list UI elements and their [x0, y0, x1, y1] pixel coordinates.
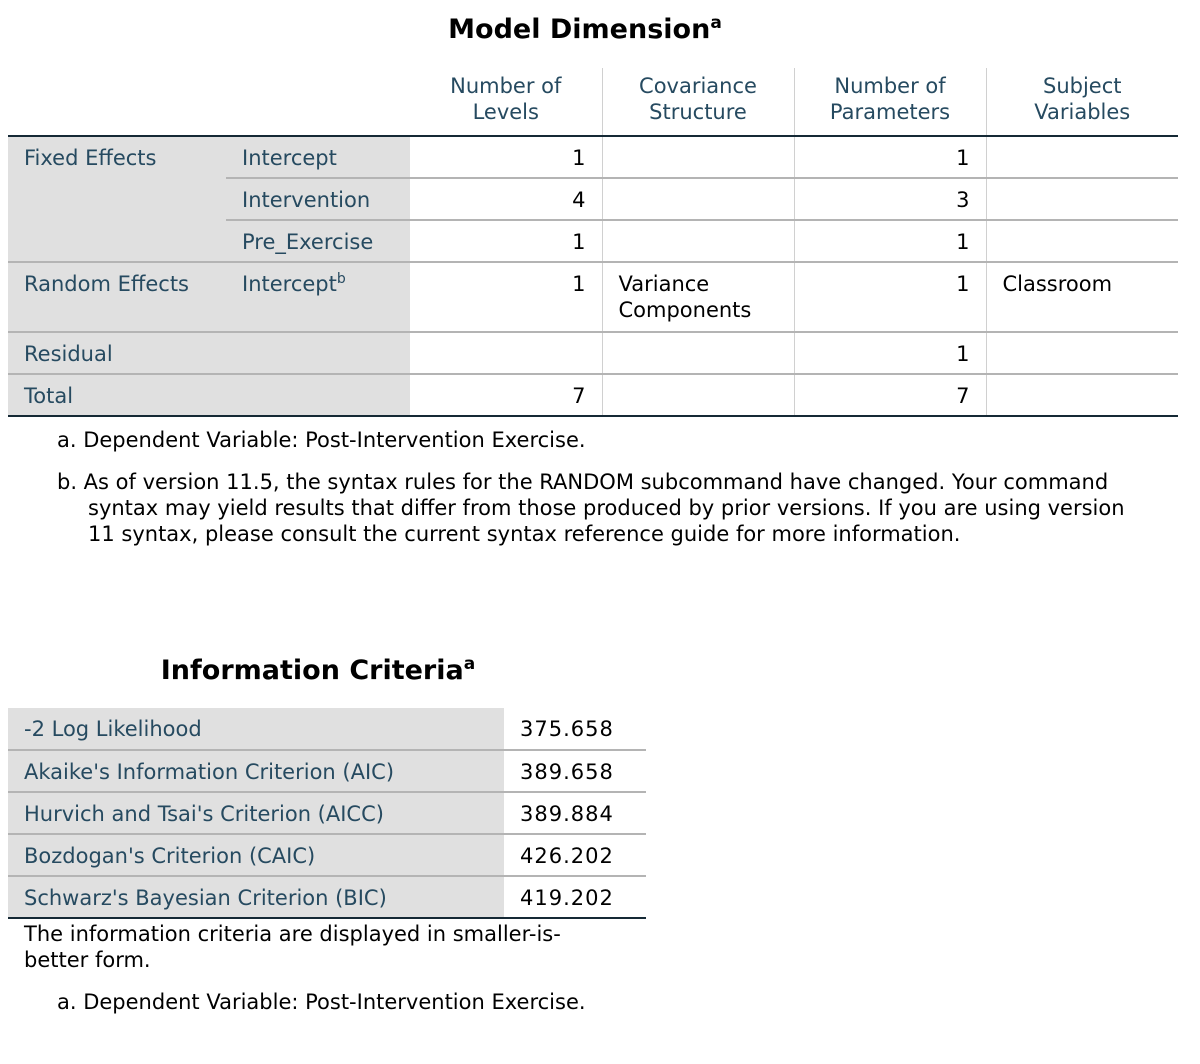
footnote-a: a. Dependent Variable: Post-Intervention Exercise. [57, 428, 586, 452]
parameters-cell [794, 178, 986, 220]
levels-cell-text: 4 [572, 188, 586, 212]
col-header-levels: Number of Levels [450, 74, 562, 124]
table-row [8, 136, 1178, 178]
row-group-text: Random Effects [24, 272, 189, 296]
row-group-text: Fixed Effects [24, 146, 157, 170]
covariance-cell-text: Variance Components [618, 272, 752, 322]
model-dimension-title: Model Dimension$^a$ [448, 13, 722, 45]
row-label-text: Intervention [242, 188, 371, 212]
parameters-cell [794, 374, 986, 416]
information-criteria-table [8, 708, 646, 919]
footnote-marker: b [336, 271, 346, 287]
row-label-text: Pre_Exercise [242, 230, 374, 254]
parameters-cell [794, 262, 986, 332]
parameters-cell [794, 220, 986, 262]
table-row [8, 332, 1178, 374]
table-row [8, 792, 646, 834]
row-label [226, 178, 410, 220]
row-label-text: Intercept [242, 146, 337, 170]
parameters-cell-text: 7 [956, 384, 970, 408]
subject-cell [986, 220, 1178, 262]
table-row [8, 750, 646, 792]
covariance-cell [602, 262, 794, 332]
row-label [226, 136, 410, 178]
criterion-value: 375.658 [520, 717, 614, 741]
parameters-cell-text: 1 [956, 342, 970, 366]
criterion-value: 389.658 [504, 750, 646, 792]
parameters-cell-text: 1 [956, 146, 970, 170]
row-label [226, 262, 410, 332]
row-group-text: Total [24, 384, 74, 408]
model-dimension-table [8, 68, 1178, 417]
col-header-parameters: Number of Parameters [794, 68, 986, 136]
levels-cell [410, 136, 602, 178]
parameters-cell-text: 1 [956, 230, 970, 254]
covariance-cell [602, 220, 794, 262]
criterion-value: 426.202 [504, 834, 646, 876]
row-label-text: Intercept [242, 272, 337, 296]
covariance-cell [602, 332, 794, 374]
ic-note: The information criteria are displayed in smaller-is-better form. [24, 922, 561, 972]
covariance-cell [602, 178, 794, 220]
levels-cell [410, 262, 602, 332]
subject-cell-text: Classroom [1002, 272, 1113, 296]
subject-cell [986, 374, 1178, 416]
row-group [8, 332, 226, 374]
covariance-cell [602, 136, 794, 178]
levels-cell [410, 374, 602, 416]
subject-cell [986, 332, 1178, 374]
criterion-label: Bozdogan's Criterion (CAIC) [8, 834, 504, 876]
table-row [8, 374, 1178, 416]
table-row [8, 220, 1178, 262]
information-criteria-title: Information Criteria$^a$ [160, 654, 476, 686]
table-row [8, 178, 1178, 220]
row-group [8, 178, 226, 220]
row-label [226, 332, 410, 374]
row-group-text: Residual [24, 342, 113, 366]
criterion-label: Hurvich and Tsai's Criterion (AICC) [8, 792, 504, 834]
row-label [226, 220, 410, 262]
subject-cell [986, 262, 1178, 332]
parameters-cell [794, 332, 986, 374]
criterion-value: 419.202 [504, 876, 646, 918]
table-row [8, 876, 646, 918]
levels-cell-text: 7 [572, 384, 586, 408]
parameters-cell [794, 136, 986, 178]
row-group [8, 220, 226, 262]
parameters-cell-text: 3 [956, 188, 970, 212]
covariance-cell [602, 374, 794, 416]
ic-footnote-a: a. Dependent Variable: Post-Intervention Exercise. [57, 990, 586, 1014]
criterion-label: -2 Log Likelihood [8, 708, 504, 750]
table-row [8, 834, 646, 876]
levels-cell [410, 220, 602, 262]
criterion-label: Schwarz's Bayesian Criterion (BIC) [8, 876, 504, 918]
row-group [8, 262, 226, 332]
footnote-b: b. As of version 11.5, the syntax rules for the RANDOM subcommand have changed. Your command syntax may yield results that differ from those produced by prior versions. If you are using version 11 syntax, please consult the current syntax reference guide for more information. [57, 470, 1125, 546]
levels-cell-text: 1 [572, 272, 586, 296]
subject-cell [986, 136, 1178, 178]
subject-cell [986, 178, 1178, 220]
table-row [8, 262, 1178, 332]
table-row [8, 708, 646, 750]
criterion-label: Akaike's Information Criterion (AIC) [8, 750, 504, 792]
levels-cell [410, 332, 602, 374]
col-header-covariance: Covariance Structure [602, 68, 794, 136]
row-group [8, 136, 226, 178]
levels-cell [410, 178, 602, 220]
criterion-value: 389.884 [504, 792, 646, 834]
levels-cell-text: 1 [572, 230, 586, 254]
row-label [226, 374, 410, 416]
parameters-cell-text: 1 [956, 272, 970, 296]
levels-cell-text: 1 [572, 146, 586, 170]
row-group [8, 374, 226, 416]
col-header-subject: Subject Variables [986, 68, 1178, 136]
